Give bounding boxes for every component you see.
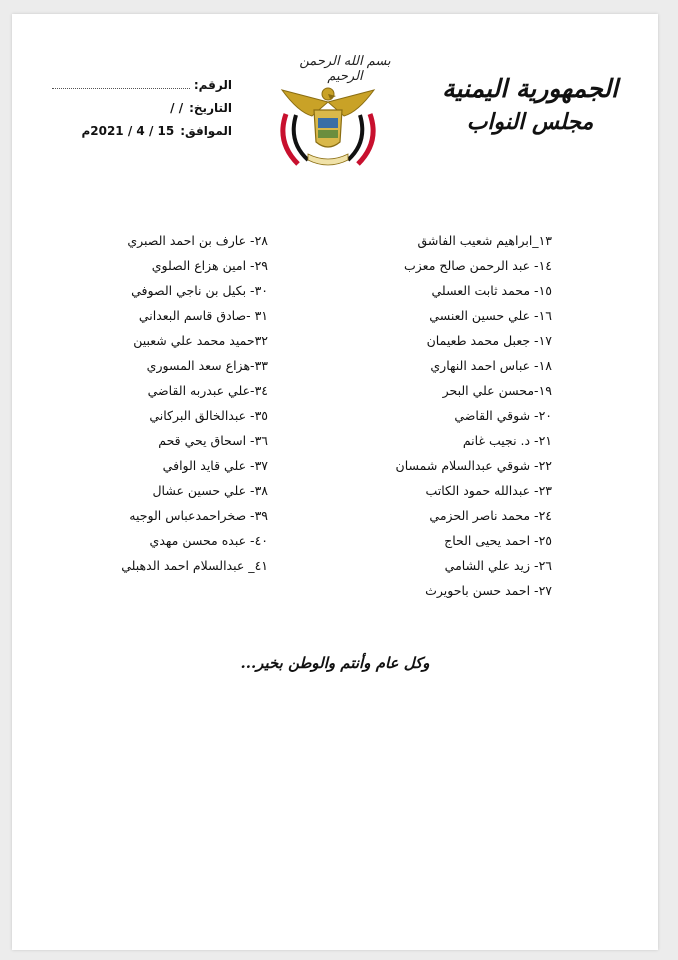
letter-page: [12, 14, 658, 950]
list-item: ٢٧- احمد حسن باحويرث: [425, 583, 552, 598]
list-item: ٣٦- اسحاق يحي قحم: [158, 433, 268, 448]
parliament-title: مجلس النواب: [466, 109, 594, 135]
number-label: الرقم:: [193, 78, 232, 92]
list-item: ٤١_ عبدالسلام احمد الدهبلي: [121, 558, 268, 573]
corresponding-value: 15 / 4 / 2021م: [81, 124, 175, 138]
list-item: ٣٥- عبدالخالق البركاني: [149, 408, 268, 423]
list-item: ١٩-محسن علي البحر: [442, 383, 552, 398]
date-value: / /: [170, 101, 184, 115]
list-item: ٢١- د. نجيب غانم: [462, 433, 552, 448]
list-item: ١٣_ابراهيم شعيب الفاشق: [417, 233, 552, 248]
list-item: ٣٠- بكيل بن ناجي الصوفي: [131, 283, 268, 298]
list-item: ١٧- جعبل محمد طعيمان: [426, 333, 552, 348]
names-list-right: [332, 228, 552, 603]
list-item: ٣١ -صادق قاسم البعداني: [138, 308, 268, 323]
date-label: التاريخ:: [189, 101, 232, 115]
republic-title: الجمهورية اليمنية: [442, 74, 618, 103]
list-item: ٣٧- علي قايد الوافي: [162, 458, 268, 473]
letterhead: [430, 72, 630, 136]
list-item: ٢٢- شوقي عبدالسلام شمسان: [395, 458, 552, 473]
list-item: ٤٠- عبده محسن مهدي: [149, 533, 268, 548]
list-item: ١٦- علي حسين العنسي: [429, 308, 552, 323]
list-item: ٢٠- شوقي القاضي: [454, 408, 552, 423]
list-item: ٣٨- علي حسين عشال: [152, 483, 268, 498]
corresponding-row: [52, 120, 232, 143]
names-list-left: [48, 228, 268, 578]
date-row: [52, 97, 232, 120]
list-item: ١٤- عبد الرحمن صالح معزب: [404, 258, 552, 273]
number-row: [52, 74, 232, 97]
list-item: ٢٣- عبدالله حمود الكاتب: [425, 483, 552, 498]
list-item: ٣٣-هزاع سعد المسوري: [146, 358, 268, 373]
list-item: ٣٤-علي عبدربه القاضي: [147, 383, 268, 398]
list-item: ١٨- عباس احمد النهاري: [430, 358, 552, 373]
list-item: ٢٤- محمد ناصر الحزمي: [429, 508, 552, 523]
number-blank: [52, 74, 190, 89]
list-item: ٣٢حميد محمد علي شعبين: [133, 333, 268, 348]
basmala: بسم الله الرحمن الرحيم: [299, 54, 391, 84]
list-item: ٢٩- امين هزاع الصلوي: [151, 258, 268, 273]
corresponding-label: الموافق:: [180, 124, 232, 138]
list-item: ٣٩- صخراحمدعباس الوجيه: [129, 508, 268, 523]
closing-greeting: وكل عام وأنتم والوطن بخير...: [240, 654, 430, 672]
list-item: ١٥- محمد ثابت العسلي: [431, 283, 552, 298]
list-item: ٢٥- احمد يحيى الحاج: [444, 533, 552, 548]
list-item: ٢٦- زيد علي الشامي: [444, 558, 552, 573]
list-item: ٢٨- عارف بن احمد الصبري: [127, 233, 268, 248]
reference-block: [52, 74, 232, 143]
yemen-emblem-icon: [268, 72, 388, 172]
